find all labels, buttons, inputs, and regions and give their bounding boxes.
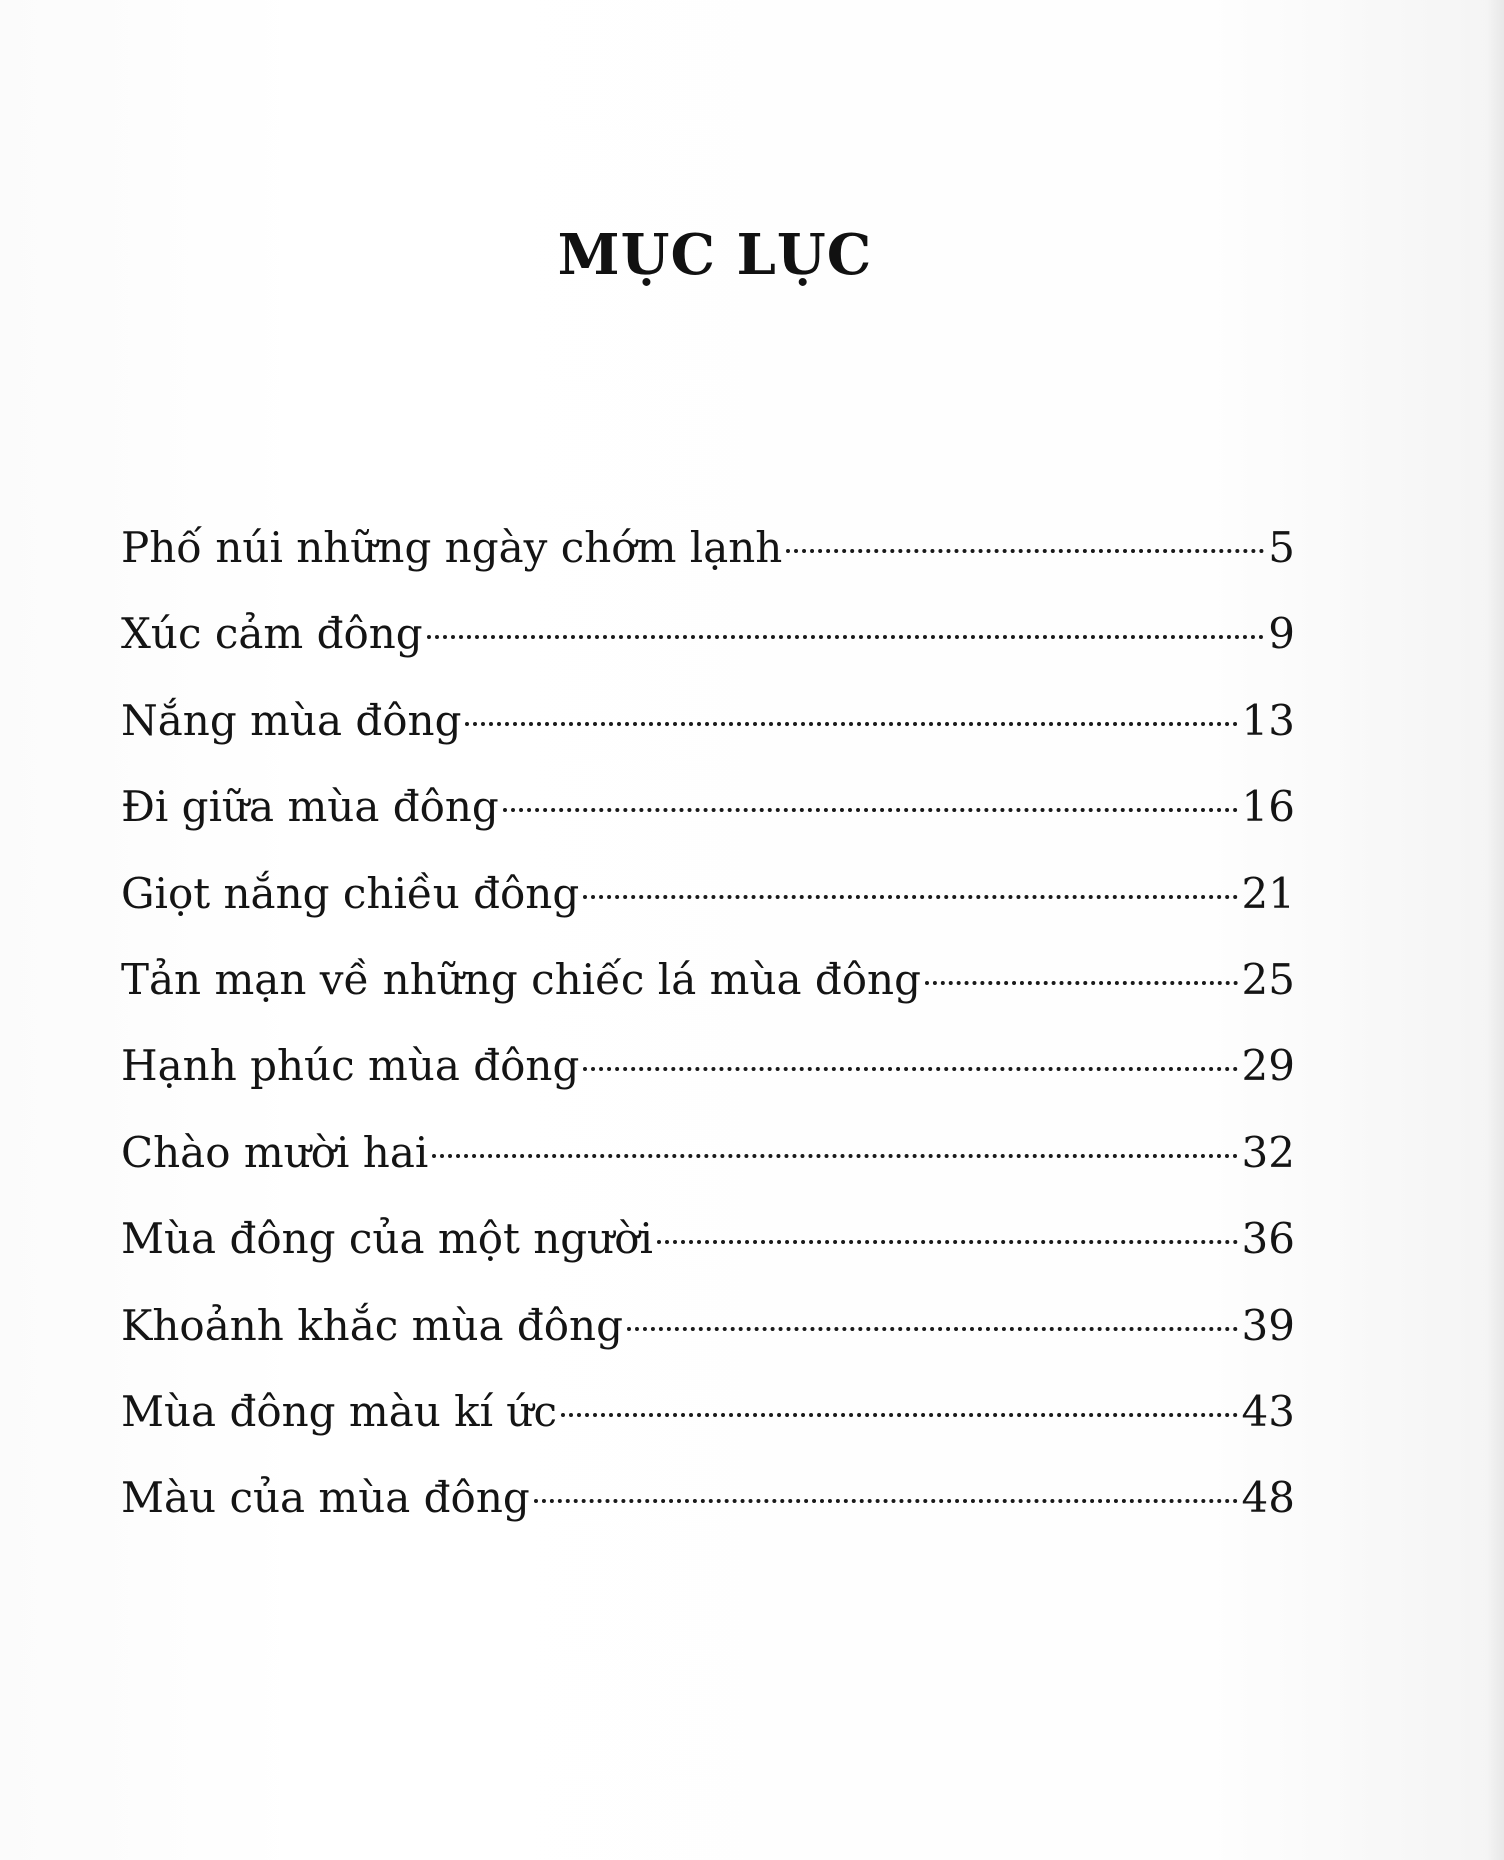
dot-leader bbox=[561, 1413, 1238, 1417]
dot-leader bbox=[583, 1067, 1237, 1071]
toc-entry-title: Mùa đông của một người bbox=[121, 1214, 653, 1264]
toc-entry-title: Khoảnh khắc mùa đông bbox=[121, 1300, 623, 1350]
dot-leader bbox=[786, 549, 1264, 553]
toc-entry bbox=[121, 678, 1295, 764]
toc-entry-page: 5 bbox=[1268, 523, 1295, 572]
toc-entry bbox=[121, 505, 1295, 591]
toc-entry-title: Giọt nắng chiều đông bbox=[121, 868, 580, 918]
toc-entry bbox=[121, 1455, 1295, 1541]
dot-leader bbox=[503, 808, 1238, 812]
page-edge-shadow bbox=[1486, 0, 1504, 1860]
toc-entry bbox=[121, 937, 1295, 1023]
toc-entry bbox=[121, 1023, 1295, 1109]
toc-entry-page: 25 bbox=[1241, 954, 1295, 1004]
dot-leader bbox=[925, 981, 1238, 985]
toc-entry-page: 39 bbox=[1241, 1300, 1295, 1350]
dot-leader bbox=[534, 1499, 1238, 1503]
dot-leader bbox=[627, 1327, 1238, 1331]
dot-leader bbox=[465, 722, 1237, 726]
toc-entry-title: Đi giữa mùa đông bbox=[121, 782, 499, 832]
toc-entry-title: Phố núi những ngày chớm lạnh bbox=[121, 523, 783, 572]
toc-entry-title: Tản mạn về những chiếc lá mùa đông bbox=[121, 954, 921, 1004]
toc-entry-title: Xúc cảm đông bbox=[121, 609, 423, 659]
toc-entry-page: 43 bbox=[1241, 1386, 1295, 1436]
toc-entry-page: 36 bbox=[1241, 1214, 1295, 1264]
table-of-contents bbox=[121, 505, 1295, 1542]
toc-entry-title: Hạnh phúc mùa đông bbox=[121, 1041, 580, 1091]
toc-entry-title: Chào mười hai bbox=[121, 1127, 429, 1177]
toc-entry-page: 48 bbox=[1241, 1473, 1295, 1523]
toc-entry bbox=[121, 1369, 1295, 1455]
toc-entry-title: Mùa đông màu kí ức bbox=[121, 1386, 557, 1436]
dot-leader bbox=[427, 635, 1265, 639]
toc-entry-page: 21 bbox=[1241, 868, 1295, 918]
dot-leader bbox=[657, 1240, 1238, 1244]
toc-entry bbox=[121, 764, 1295, 850]
toc-entry bbox=[121, 1196, 1295, 1282]
toc-entry-page: 32 bbox=[1241, 1127, 1295, 1177]
toc-entry-page: 13 bbox=[1241, 695, 1295, 745]
toc-entry-title: Màu của mùa đông bbox=[121, 1473, 530, 1523]
toc-entry bbox=[121, 591, 1295, 677]
dot-leader bbox=[432, 1154, 1237, 1158]
toc-entry bbox=[121, 1283, 1295, 1369]
toc-entry-page: 29 bbox=[1241, 1041, 1295, 1091]
toc-entry-page: 16 bbox=[1241, 782, 1295, 832]
dot-leader bbox=[583, 895, 1237, 899]
toc-entry-page: 9 bbox=[1268, 609, 1295, 659]
toc-entry bbox=[121, 851, 1295, 937]
page-title: MỤC LỤC bbox=[557, 222, 873, 288]
toc-entry bbox=[121, 1110, 1295, 1196]
toc-entry-title: Nắng mùa đông bbox=[121, 695, 462, 745]
